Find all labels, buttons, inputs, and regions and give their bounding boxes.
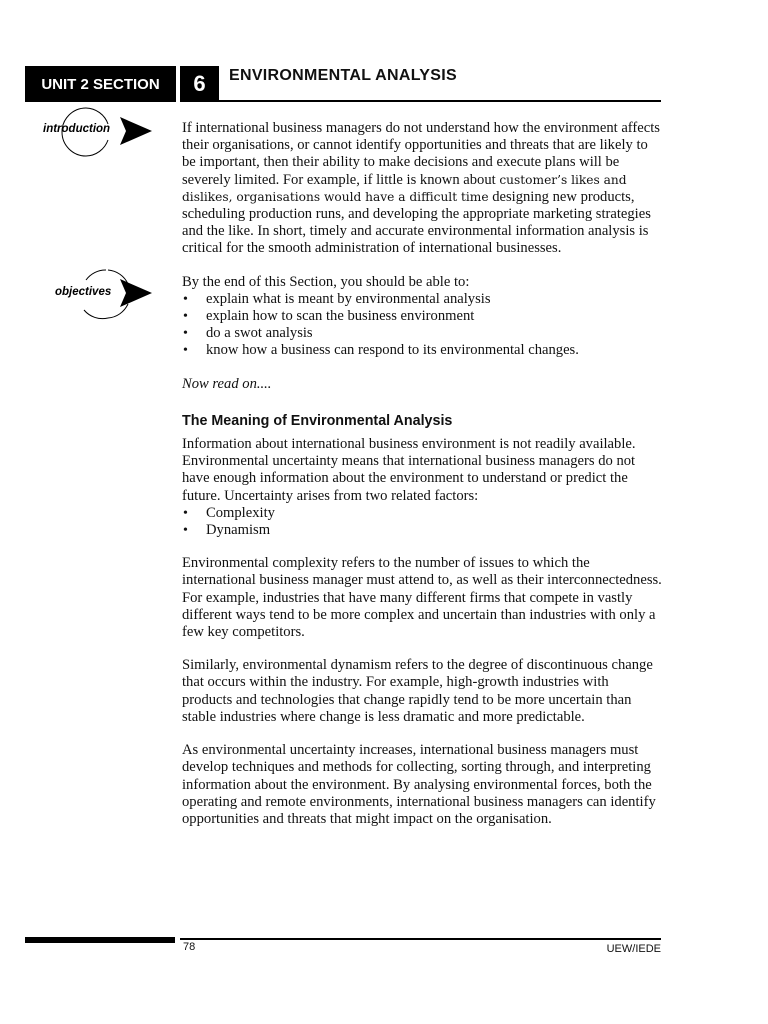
page-number: 78 [183,941,196,953]
section-heading: The Meaning of Environmental Analysis [182,412,453,429]
page-title: ENVIRONMENTAL ANALYSIS [229,67,457,84]
body-paragraph: As environmental uncertainty increases, international business managers must develop techniques and methods for collecting, sorting through, and interpreting information about the environment. By analysing environmental forces, both the operating and remote environments, international business managers can identify opportunities and threats that might impact on the organisation. [182,742,656,827]
intro-paragraph [182,120,662,258]
intro-text-a: If international business managers do not understand how the environment affects their organisations, or cannot identify opportunities and threats that are likely to be important, then their ability to make decisions and execute plans will be severely limited. For example, if little is known about [182,120,660,188]
objectives-marker [36,266,160,322]
body-paragraph: Environmental complexity refers to the number of issues to which the international business manager must attend to, as well as their interconnectedness. For example, industries that have many different firms that compete in vastly different ways tend to be more complex and uncertain than industries with only a few key competitors. [182,555,662,641]
header-rule [180,100,661,102]
objectives-label: objectives [55,286,112,298]
footer-code: UEW/IEDE [606,943,661,955]
intro-text-b: customer’s likes and dislikes, organisations would have a difficult time [182,172,627,204]
footer-bar [25,937,175,943]
unit-section-label: UNIT 2 SECTION [25,66,176,102]
intro-text-c: designing new products, scheduling production runs, and developing the appropriate marketing strategies and the like. In short, timely and accurate environmental information analysis is critical for the smooth administration of international businesses. [182,188,651,257]
list-item: • Dynamism [182,522,662,539]
list-item: • know how a business can respond to its environmental changes. [182,342,662,359]
main-content [182,120,662,844]
list-item: • explain how to scan the business environment [182,308,662,325]
introduction-marker [36,104,160,160]
introduction-label: introduction [43,123,111,135]
body-paragraph: Information about international business environment is not readily available. Environmental uncertainty means that international business managers do not have enough information about the environment to understand or predict the future. Uncertainty arises from two related factors: [182,436,636,504]
section-number: 6 [180,66,219,102]
objectives-lead: By the end of this Section, you should be able to: [182,273,470,290]
body-paragraph: Similarly, environmental dynamism refers to the degree of discontinuous change that occurs within the industry. For example, high-growth industries with products and technologies that change rapidly tend to be more uncertain than stable industries where change is less dramatic and more predictable. [182,657,653,725]
list-item: • do a swot analysis [182,325,662,342]
footer-rule [180,938,661,940]
read-on-note: Now read on.... [182,375,272,392]
list-item: • Complexity [182,505,662,522]
objectives-list [182,291,662,360]
list-item: • explain what is meant by environmental analysis [182,291,662,308]
factors-list [182,505,662,539]
